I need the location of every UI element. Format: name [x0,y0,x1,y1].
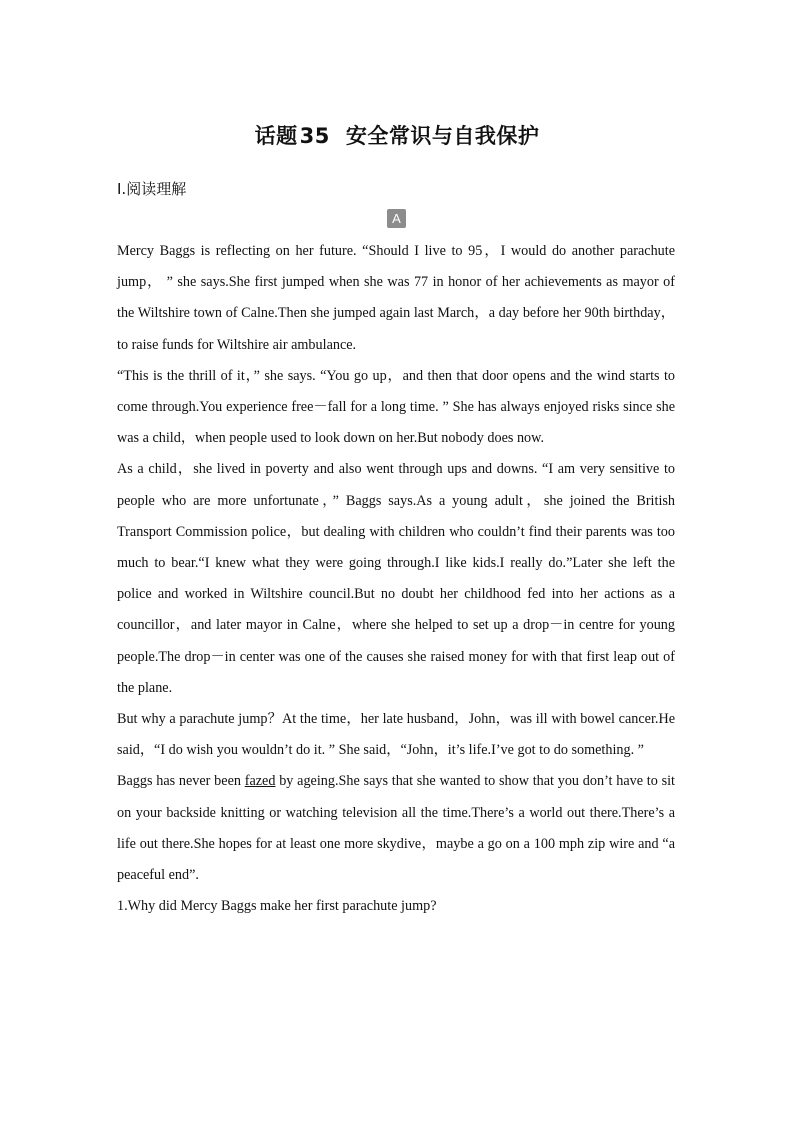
passage-label-badge: A [387,209,406,228]
page-title [0,120,794,150]
underlined-word: fazed [244,773,276,790]
passage-body [117,236,675,922]
paragraph-5 [117,766,675,891]
title-prefix: 话题 [254,124,298,148]
paragraph-3: As a child，she lived in poverty and also went through ups and downs. “I am very sensitive to people who are more unfortunate，” Baggs says.As a young adult，she joined the British Transport Commission police，but dealing with children who couldn’t find their parents was too much to bear.“I knew what they were going through.I like kids.I really do.”Later she left the police and worked in Wiltshire council.But no doubt her childhood fed into her actions as a councillor，and later mayor in Calne，where she helped to set up a drop－in centre for young people.The drop－in center was one of the causes she raised money for with that first leap out of the plane. [117,461,675,696]
paragraph-4: But why a parachute jump？At the time，her late husband，John，was ill with bowel cancer.He said，“I do wish you wouldn’t do it. ” She said，“John，it’s life.I’ve got to do something. ” [117,711,675,759]
question-1: 1.Why did Mercy Baggs make her first parachute jump? [117,898,437,915]
paragraph-2: “This is the thrill of it，” she says. “You go up，and then that door opens and the wind starts to come through.You experience free－fall for a long time. ” She has always enjoyed risks since she was a child，when people used to look down on her.But nobody does now. [117,367,675,447]
paragraph-1: Mercy Baggs is reflecting on her future. “Should I live to 95，I would do another parachute jump， ” she says.She first jumped when she was 77 in honor of her achievements as mayor of the Wiltshire town of Calne.Then she jumped again last March，a day before her 90th birthday，to raise funds for Wiltshire air ambulance. [117,243,675,353]
paragraph-5-after: by ageing.She says that she wanted to show that you don’t have to sit on your backside knitting or watching television all the time.There’s a world out there.There’s a life out there.She hopes for at least one more skydive，maybe a go on a 100 mph zip wire and “a peaceful end”. [117,773,675,884]
title-number: 35 [299,124,330,148]
title-main: 安全常识与自我保护 [345,124,540,148]
paragraph-5-before: Baggs has never been [117,773,245,790]
section-heading: Ⅰ.阅读理解 [117,180,187,198]
